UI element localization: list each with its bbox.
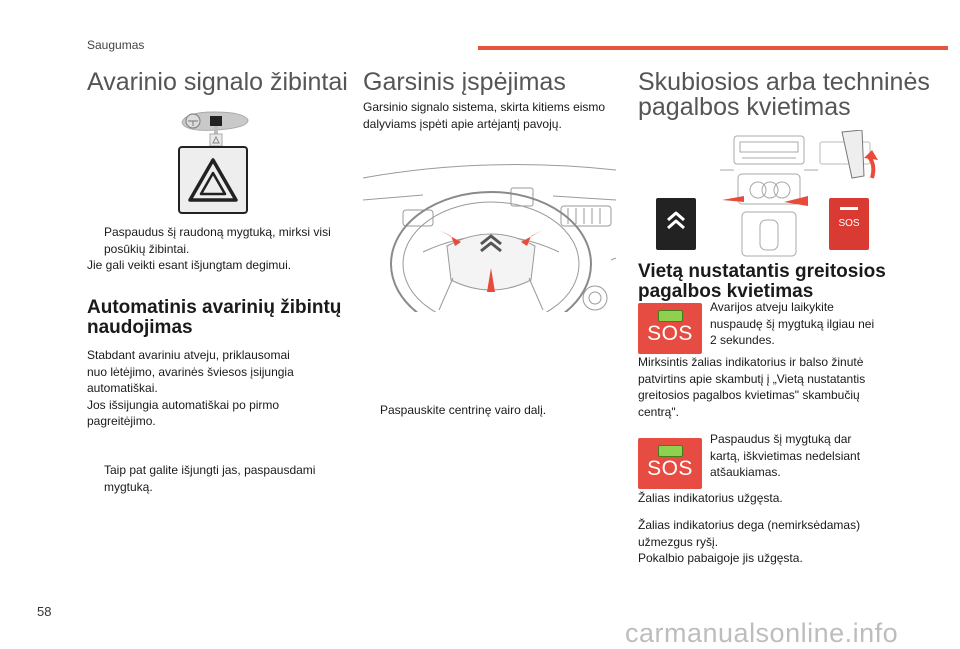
auto-hazard-line: Stabdant avariniu atveju, priklausomai: [87, 348, 290, 362]
located-call-title-line: pagalbos kvietimas: [638, 281, 814, 302]
horn-description: [363, 99, 623, 132]
auto-hazard-title-line: naudojimas: [87, 317, 193, 338]
horn-description-line: Garsinio signalo sistema, skirta kitiems eismo: [363, 100, 606, 114]
section-label: Saugumas: [87, 38, 145, 52]
auto-hazard-bullet-line: Taip pat galite išjungti jas, paspausdami: [104, 463, 316, 477]
horn-title: Garsinis įspėjimas: [363, 68, 566, 96]
sos-led-indicator: [658, 445, 683, 457]
auto-hazard-text: [87, 347, 352, 430]
sos-hold-line: 2 sekundes.: [710, 333, 775, 347]
auto-hazard-line: Jos išsijungia automatiškai po pirmo: [87, 397, 280, 412]
located-call-title-line: Vietą nustatantis greitosios: [638, 261, 886, 282]
sos-led-indicator: [658, 310, 683, 322]
emergency-call-title-line: pagalbos kvietimas: [638, 93, 851, 121]
watermark: carmanualsonline.info: [625, 618, 899, 648]
sos-indicator-led: [840, 207, 858, 210]
sos-button-small: [829, 198, 869, 250]
auto-hazard-line: nuo lėtėjimo, avarinės šviesos įsijungia: [87, 364, 294, 379]
sos-button: [638, 303, 702, 354]
auto-hazard-title: [87, 298, 341, 338]
indicator-on-text: [638, 517, 898, 567]
sos-cancel-line: kartą, iškvietimas nedelsiant: [710, 448, 861, 463]
hazard-lights-title: Avarinio signalo žibintai: [87, 68, 348, 96]
sos-hold-line: nuspaudę šį mygtuką ilgiau nei: [710, 316, 875, 331]
hazard-bullet: [87, 224, 369, 257]
indicator-off-text: Žalias indikatorius užgęsta.: [638, 491, 783, 505]
located-call-title: [638, 262, 886, 302]
sos-cancel-line: Paspaudus šį mygtuką dar: [710, 432, 852, 446]
sos-small-label: SOS: [838, 218, 860, 229]
sos-confirmation-line: greitosios pagalbos kvietimas" skambučių: [638, 388, 860, 402]
emergency-call-title-line: Skubiosios arba techninės: [638, 68, 930, 96]
hazard-button-icon: [178, 146, 248, 214]
sos-cancel-instruction: [710, 431, 890, 481]
hazard-bullet-line: posūkių žibintai.: [104, 241, 190, 256]
page-number: 58: [37, 604, 52, 619]
sos-confirmation-line: Mirksintis žalias indikatorius ir balso žinutė: [638, 355, 864, 369]
indicator-on-line: Pokalbio pabaigoje jis užgęsta.: [638, 551, 803, 565]
sos-confirmation-line: centrą".: [638, 404, 679, 419]
auto-hazard-line: automatiškai.: [87, 381, 158, 395]
hazard-note: Jie gali veikti esant išjungtam degimui.: [87, 258, 292, 272]
horn-bullet-text: Paspauskite centrinę vairo dalį.: [380, 403, 547, 417]
sos-hold-instruction: [710, 299, 890, 349]
sos-hold-line: Avarijos atveju laikykite: [710, 300, 834, 314]
rear-mirror-illustration: [176, 106, 252, 148]
auto-hazard-title-line: Automatinis avarinių žibintų: [87, 297, 342, 318]
sos-confirmation-line: patvirtins apie skambutį į „Vietą nustatantis: [638, 371, 866, 386]
emergency-call-title: [638, 70, 930, 120]
assistance-button-icon: [656, 198, 696, 250]
sos-button-label: SOS: [647, 457, 693, 480]
auto-hazard-bullet: [87, 462, 369, 495]
indicator-on-line: užmezgus ryšį.: [638, 534, 719, 549]
hazard-bullet-line: Paspaudus šį raudoną mygtuką, mirksi visi: [104, 225, 331, 239]
indicator-on-line: Žalias indikatorius dega (nemirksėdamas): [638, 518, 861, 532]
sos-confirmation-text: [638, 354, 898, 420]
steering-wheel-illustration: [363, 160, 616, 312]
auto-hazard-line: pagreitėjimo.: [87, 414, 156, 428]
horn-description-line: dalyviams įspėti apie artėjantį pavojų.: [363, 116, 562, 131]
sos-button-cancel: [638, 438, 702, 489]
sos-cancel-line: atšaukiamas.: [710, 465, 781, 479]
sos-button-label: SOS: [647, 322, 693, 345]
auto-hazard-bullet-line: mygtuką.: [104, 479, 153, 494]
header-accent-bar: [478, 46, 948, 50]
